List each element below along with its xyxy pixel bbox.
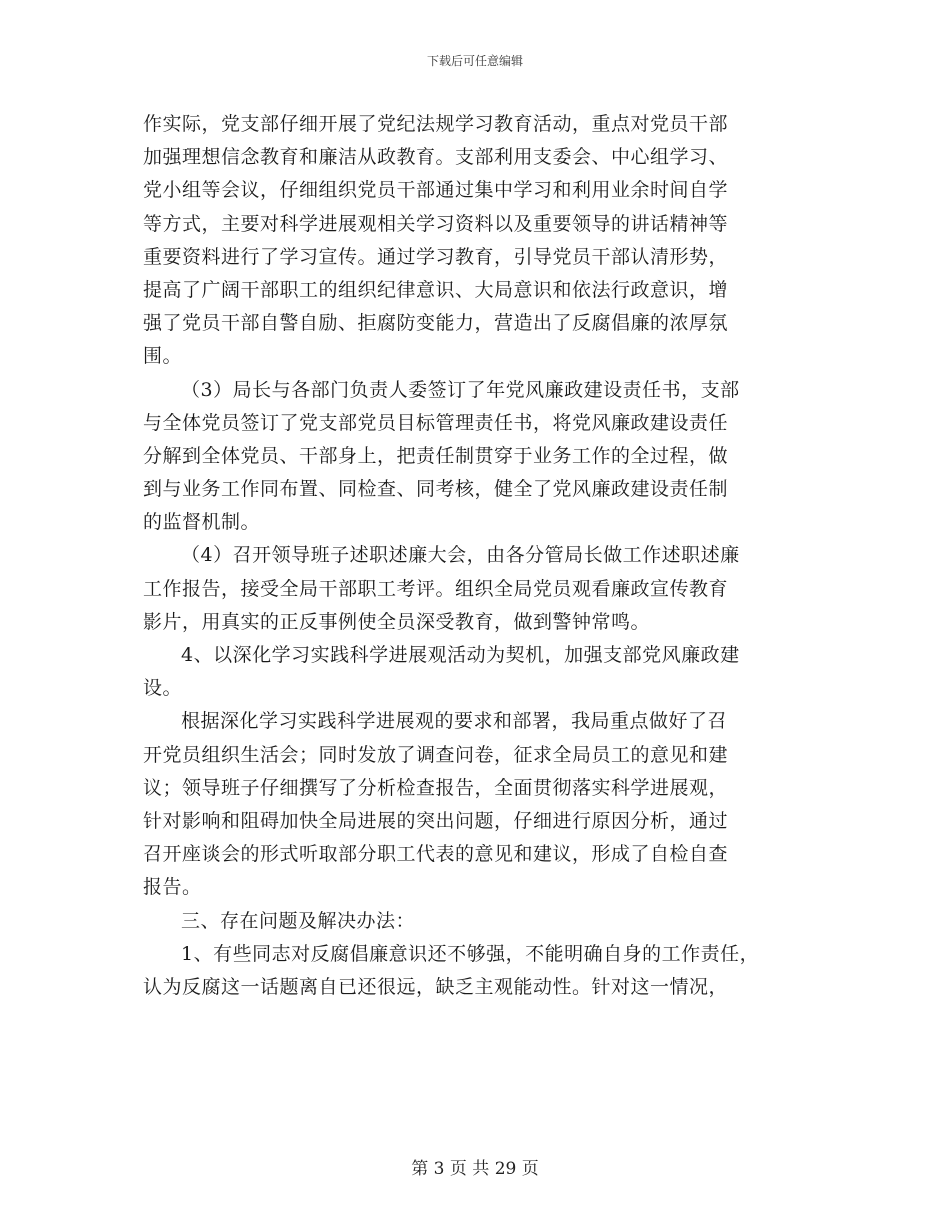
text-line: 议；领导班子仔细撰写了分析检查报告，全面贯彻落实科学进展观， bbox=[143, 776, 729, 799]
text-line: 等方式，主要对科学进展观相关学习资料以及重要领导的讲话精神等 bbox=[143, 212, 729, 235]
text-line: 加强理想信念教育和廉洁从政教育。支部利用支委会、中心组学习、 bbox=[143, 146, 729, 169]
text-line: 工作报告，接受全局干部职工考评。组织全局党员观看廉政宣传教育 bbox=[143, 577, 729, 600]
document-body bbox=[143, 108, 813, 1004]
text-line: 与全体党员签订了党支部党员目标管理责任书，将党风廉政建设责任 bbox=[143, 411, 729, 434]
text-line: 分解到全体党员、干部身上，把责任制贯穿于业务工作的全过程，做 bbox=[143, 444, 729, 467]
text-line: 的监督机制。 bbox=[143, 511, 261, 534]
paragraph-start-line: （4）召开领导班子述职述廉大会，由各分管局长做工作述职述廉 bbox=[181, 544, 740, 567]
text-line: 影片，用真实的正反事例使全员深受教育，做到警钟常鸣。 bbox=[143, 610, 651, 633]
text-line: 作实际，党支部仔细开展了党纪法规学习教育活动，重点对党员干部 bbox=[143, 113, 729, 135]
page-header: 下载后可任意编辑 bbox=[426, 54, 523, 68]
text-line: 报告。 bbox=[143, 876, 202, 899]
text-line: 认为反腐这一话题离自已还很远，缺乏主观能动性。针对这一情况， bbox=[143, 975, 729, 998]
section-heading: 三、存在问题及解决办法： bbox=[181, 909, 416, 932]
text-line: 党小组等会议，仔细组织党员干部通过集中学习和利用业余时间自学 bbox=[143, 179, 729, 202]
paragraph-start-line: （3）局长与各部门负责人委签订了年党风廉政建设责任书，支部 bbox=[181, 378, 740, 401]
page-footer: 第 3 页 共 29 页 bbox=[411, 1159, 539, 1179]
text-line: 重要资料进行了学习宣传。通过学习教育，引导党员干部认清形势， bbox=[143, 245, 729, 268]
text-line: 设。 bbox=[143, 677, 183, 700]
text-line: 提高了广阔干部职工的组织纪律意识、大局意识和依法行政意识，增 bbox=[143, 278, 729, 301]
paragraph-start-line: 4、以深化学习实践科学进展观活动为契机，加强支部党风廉政建 bbox=[181, 644, 740, 666]
text-line: 强了党员干部自警自励、拒腐防变能力，营造出了反腐倡廉的浓厚氛 bbox=[143, 312, 729, 335]
text-line: 开党员组织生活会；同时发放了调查问卷，征求全局员工的意见和建 bbox=[143, 743, 729, 766]
paragraph-start-line: 1、有些同志对反腐倡廉意识还不够强，不能明确自身的工作责任， bbox=[181, 942, 760, 965]
text-line: 围。 bbox=[143, 345, 183, 368]
paragraph-start-line: 根据深化学习实践科学进展观的要求和部署，我局重点做好了召 bbox=[181, 710, 728, 733]
text-line: 针对影响和阻碍加快全局进展的突出问题，仔细进行原因分析，通过 bbox=[143, 809, 729, 832]
text-line: 到与业务工作同布置、同检查、同考核，健全了党风廉政建设责任制 bbox=[143, 478, 729, 501]
text-line: 召开座谈会的形式听取部分职工代表的意见和建议，形成了自检自查 bbox=[143, 843, 729, 866]
